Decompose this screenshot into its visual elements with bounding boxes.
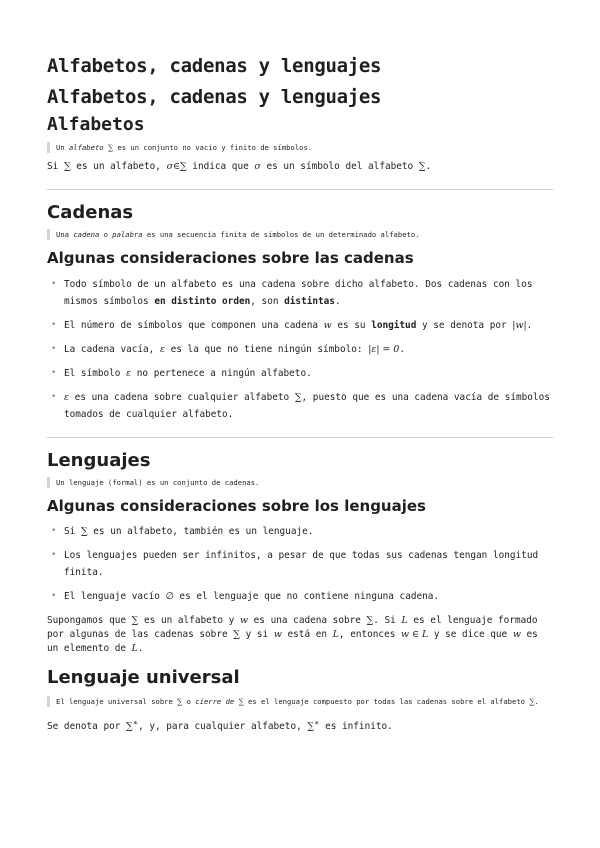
heading-lenguaje-universal: Lenguaje universal [47, 667, 240, 688]
definition-alfabeto: Un alfabeto ∑ es un conjunto no vacío y finito de símbolos. [47, 142, 553, 153]
list-item: • Si ∑ es un alfabeto, también es un lenguaje. [47, 523, 553, 540]
universal-paragraph: Se denota por ∑∗, y, para cualquier alfabeto, ∑∗ es infinito. [47, 718, 393, 733]
definition-cadena: Una cadena o palabra es una secuencia finita de símbolos de un determinado alfabeto. [47, 229, 553, 240]
heading-lenguajes: Lenguajes [47, 450, 151, 471]
heading-consideraciones-cadenas: Algunas consideraciones sobre las cadenas [47, 249, 414, 267]
list-item: • El lenguaje vacío ∅ es el lenguaje que no contiene ninguna cadena. [47, 588, 553, 605]
lenguajes-paragraph: Supongamos que ∑ es un alfabeto y w es una cadena sobre ∑. Si L es el lenguaje formado por algunas de las cadenas sobre ∑ y si w está en L, entonces w ∈ L y se dice que w es un elemento de L. [47, 615, 538, 654]
heading-cadenas: Cadenas [47, 202, 134, 223]
document-title-repeat: Alfabetos, cadenas y lenguajes [47, 86, 382, 108]
cadenas-list [47, 276, 553, 423]
document-title: Alfabetos, cadenas y lenguajes [47, 55, 382, 77]
definition-lenguaje: Un lenguaje (formal) es un conjunto de cadenas. [47, 477, 553, 488]
list-item: • Todo símbolo de un alfabeto es una cadena sobre dicho alfabeto. Dos cadenas con los mismos símbolos en distinto orden, son distintas. [47, 276, 553, 310]
list-item: • La cadena vacía, ε es la que no tiene ningún símbolo: |ε| = 0. [47, 341, 553, 358]
alfabetos-paragraph: Si ∑ es un alfabeto, σ∈∑ indica que σ es un símbolo del alfabeto ∑. [47, 161, 432, 172]
heading-alfabetos: Alfabetos [47, 114, 145, 135]
list-item: • ε es una cadena sobre cualquier alfabeto ∑, puesto que es una cadena vacía de símbolos tomados de cualquier alfabeto. [47, 389, 553, 423]
list-item: • Los lenguajes pueden ser infinitos, a pesar de que todas sus cadenas tengan longitud finita. [47, 547, 553, 581]
section-divider [47, 437, 553, 438]
lenguajes-list [47, 523, 553, 605]
definition-lenguaje-universal: El lenguaje universal sobre ∑ o cierre de ∑ es el lenguaje compuesto por todas las cadenas sobre el alfabeto ∑. [47, 696, 553, 707]
list-item: • El número de símbolos que componen una cadena w es su longitud y se denota por |w|. [47, 317, 553, 334]
section-divider [47, 189, 553, 190]
heading-consideraciones-lenguajes: Algunas consideraciones sobre los lenguajes [47, 497, 426, 515]
list-item: • El símbolo ε no pertenece a ningún alfabeto. [47, 365, 553, 382]
